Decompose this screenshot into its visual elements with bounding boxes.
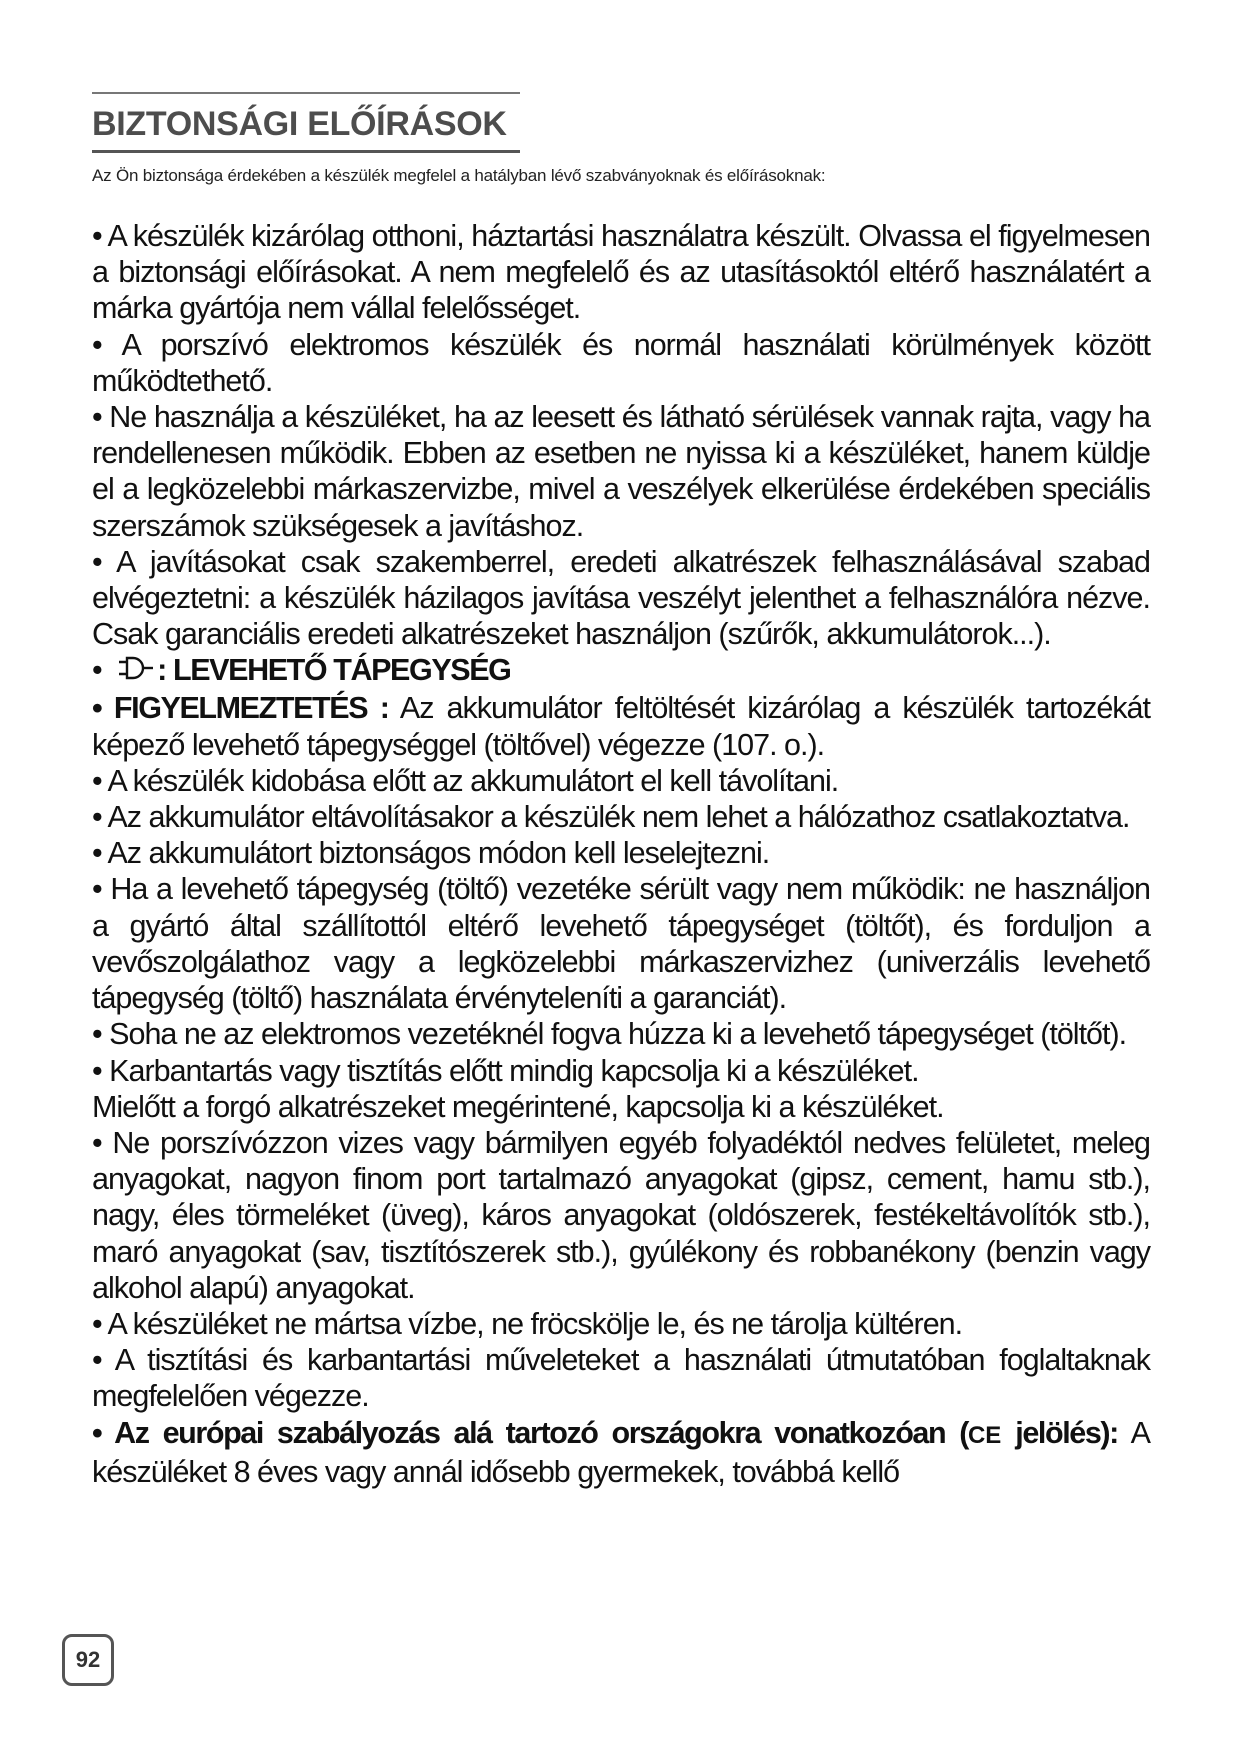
detachable-power-unit-label: : LEVEHETŐ TÁPEGYSÉG <box>157 653 511 688</box>
paragraph-rotating-parts: Mielőtt a forgó alkatrészeket megérintené, kapcsolja ki a készüléket. <box>92 1089 944 1124</box>
ce-mark: CE <box>967 1421 1002 1449</box>
header-top-rule <box>92 92 520 94</box>
page-number: 92 <box>62 1634 114 1686</box>
warning-label: • FIGYELMEZTETÉS : <box>92 691 389 726</box>
page-title: BIZTONSÁGI ELŐÍRÁSOK <box>92 105 507 143</box>
paragraph-detachable-power-unit <box>92 652 1150 690</box>
paragraph-water: • A készüléket ne mártsa vízbe, ne fröcskölje le, és ne tárolja kültéren. <box>92 1306 963 1341</box>
paragraph-warning <box>92 690 1150 762</box>
paragraph-damaged-device: • Ne használja a készüléket, ha az leesett és látható sérülések vannak rajta, vagy ha rendellenesen működik. Ebben az esetben ne nyissa ki a készüléket, hanem küldje el a legközelebbi márkaszervizbe, mivel a veszélyek elkerülése érdekében speciális szerszámok szükségesek a javításhoz. <box>92 400 1150 543</box>
header-bottom-rule <box>92 150 520 153</box>
paragraph-electrical-device: • A porszívó elektromos készülék és normál használati körülmények között működtethető. <box>92 327 1150 398</box>
section-header <box>92 92 520 153</box>
paragraph-damaged-charger: • Ha a levehető tápegység (töltő) vezetéke sérült vagy nem működik: ne használjon a gyártó által szállítottól eltérő levehető tápegységet (töltőt), és forduljon a vevőszolgálathoz vagy a legközelebbi márkaszervizhez (univerzális levehető tápegység (töltő) használata érvényteleníti a garanciát). <box>92 872 1150 1016</box>
warning-text: Az akkumulátor feltöltését kizárólag a készülék tartozékát képező levehető tápegységgel (töltővel) végezze (107. o.). <box>92 691 1150 762</box>
intro-text: Az Ön biztonsága érdekében a készülék megfelel a hatályban lévő szabványoknak és előírásoknak: <box>92 166 826 185</box>
paragraph-household-use: • A készülék kizárólag otthoni, háztartási használatra készült. Olvassa el figyelmesen a biztonsági előírásokat. A nem megfelelő és az utasításoktól eltérő használatért a márka gyártója nem vállal felelősséget. <box>92 219 1150 326</box>
paragraph-battery-disposal: • Az akkumulátort biztonságos módon kell leselejtezni. <box>92 836 770 871</box>
paragraph-repairs: • A javításokat csak szakemberrel, eredeti alkatrészek felhasználásával szabad elvégeztetni: a készülék házilagos javítása veszélyt jelenthet a felhasználóra nézve. Csak garanciális eredeti alkatrészeket használjon (szűrők, akkumulátorok...). <box>92 544 1150 652</box>
paragraph-battery-removal: • A készülék kidobása előtt az akkumulátort el kell távolítani. <box>92 763 839 798</box>
paragraph-battery-disconnect: • Az akkumulátor eltávolításakor a készülék nem lehet a hálózathoz csatlakoztatva. <box>92 800 1130 835</box>
eu-regulation-label-end: jelölés): <box>1001 1415 1118 1450</box>
eu-regulation-text: A készüléket 8 éves vagy annál idősebb gyermekek, továbbá kellő <box>92 1415 1150 1489</box>
charger-plug-icon <box>115 654 155 690</box>
paragraph-switch-off-maintenance: • Karbantartás vagy tisztítás előtt mindig kapcsolja ki a készüléket. <box>92 1053 919 1088</box>
bullet: • <box>92 653 102 688</box>
paragraph-unplug: • Soha ne az elektromos vezetéknél fogva húzza ki a levehető tápegységet (töltőt). <box>92 1017 1127 1052</box>
paragraph-forbidden-materials: • Ne porszívózzon vizes vagy bármilyen egyéb folyadéktól nedves felületet, meleg anyagokat, nagyon finom port tartalmazó anyagokat (gipsz, cement, hamu stb.), nagy, éles törmeléket (üveg), káros anyagokat (oldószerek, festékeltávolítók stb.), maró anyagokat (sav, tisztítószerek stb.), gyúlékony és robbanékony (benzin vagy alkohol alapú) anyagokat. <box>92 1125 1150 1305</box>
safety-instructions <box>92 218 1150 1490</box>
eu-regulation-label-start: • Az európai szabályozás alá tartozó országokra vonatkozóan ( <box>92 1415 968 1450</box>
paragraph-cleaning: • A tisztítási és karbantartási műveleteket a használati útmutatóban foglaltaknak megfelelően végezze. <box>92 1343 1150 1414</box>
paragraph-eu-regulation <box>92 1415 1150 1490</box>
